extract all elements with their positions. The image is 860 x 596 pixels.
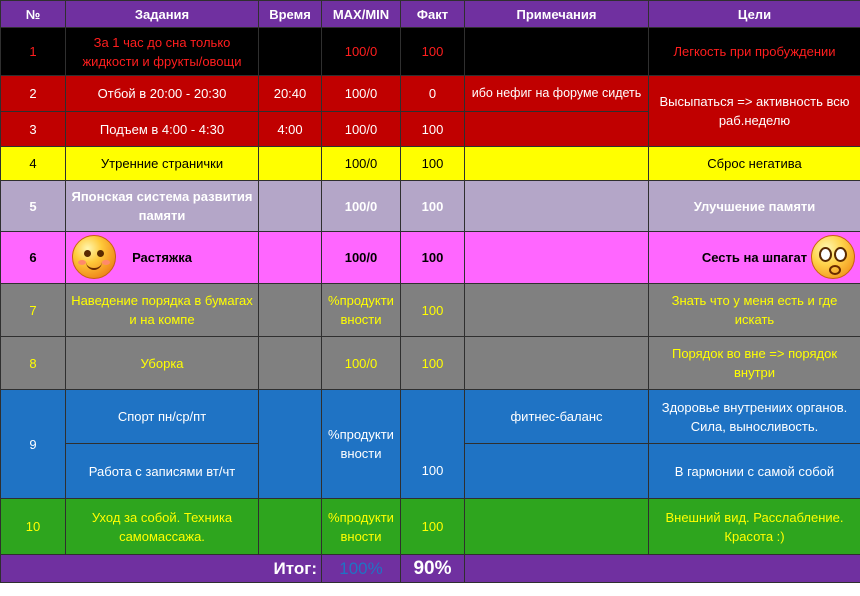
table-row-6 (1, 232, 860, 284)
cell-note[interactable] (465, 147, 649, 181)
cell-time[interactable] (259, 181, 322, 232)
cell-task[interactable]: Наведение порядка в бумагах и на компе (66, 284, 259, 337)
col-header-goals[interactable]: Цели (649, 1, 860, 28)
cell-note[interactable] (465, 181, 649, 232)
cell-fact[interactable]: 100 (401, 181, 465, 232)
cell-time[interactable] (259, 147, 322, 181)
table-row-1 (1, 28, 860, 76)
col-header-maxmin[interactable]: MAX/MIN (322, 1, 401, 28)
cell-note[interactable] (465, 444, 649, 499)
cell-task[interactable]: Работа с записями вт/чт (66, 444, 259, 499)
cell-fact[interactable]: 100 (401, 284, 465, 337)
cell-fact[interactable]: 0 (401, 76, 465, 112)
cell-goal[interactable]: Легкость при пробуждении (649, 28, 860, 76)
total-plan[interactable]: 100% (322, 555, 401, 583)
cell-task[interactable]: Отбой в 20:00 - 20:30 (66, 76, 259, 112)
cell-fact[interactable]: 100 (401, 28, 465, 76)
table-row-8 (1, 337, 860, 390)
cell-goal[interactable]: Высыпаться => активность всю раб.неделю (649, 76, 860, 147)
cell-note[interactable]: фитнес-баланс (465, 390, 649, 444)
surprised-smiley-icon (811, 235, 855, 279)
cell-maxmin[interactable]: 100/0 (322, 337, 401, 390)
cell-number[interactable]: 2 (1, 76, 66, 112)
col-header-time[interactable]: Время (259, 1, 322, 28)
cell-task[interactable] (66, 232, 259, 284)
cell-task[interactable]: Спорт пн/ср/пт (66, 390, 259, 444)
cell-goal[interactable]: Внешний вид. Расслабление. Красота :) (649, 499, 860, 555)
cell-time[interactable]: 20:40 (259, 76, 322, 112)
cell-task[interactable]: За 1 час до сна только жидкости и фрукты/овощи (66, 28, 259, 76)
cell-maxmin[interactable]: 100/0 (322, 232, 401, 284)
cell-number[interactable]: 7 (1, 284, 66, 337)
cell-maxmin[interactable]: 100/0 (322, 181, 401, 232)
cell-number[interactable]: 1 (1, 28, 66, 76)
cell-maxmin[interactable]: %продуктивности (322, 499, 401, 555)
cell-number[interactable]: 8 (1, 337, 66, 390)
header-row (1, 1, 860, 28)
cell-goal[interactable]: Сброс негатива (649, 147, 860, 181)
cell-time[interactable] (259, 499, 322, 555)
cell-maxmin[interactable]: %продуктивности (322, 390, 401, 499)
cell-note[interactable] (465, 28, 649, 76)
cell-time[interactable] (259, 284, 322, 337)
table-row-2 (1, 76, 860, 112)
cell-maxmin[interactable]: 100/0 (322, 147, 401, 181)
cell-number[interactable]: 9 (1, 390, 66, 499)
cell-fact[interactable]: 100 (401, 147, 465, 181)
table-row-5 (1, 181, 860, 232)
cell-task[interactable]: Уборка (66, 337, 259, 390)
cell-fact[interactable]: 100 (401, 499, 465, 555)
cell-number[interactable]: 3 (1, 112, 66, 147)
table-row-4 (1, 147, 860, 181)
col-header-number[interactable]: № (1, 1, 66, 28)
cell-maxmin[interactable]: 100/0 (322, 28, 401, 76)
cell-fact[interactable] (401, 390, 465, 499)
cell-note[interactable] (465, 499, 649, 555)
cell-maxmin[interactable]: %продуктивности (322, 284, 401, 337)
cell-fact-value: 100 (421, 463, 444, 478)
cell-goal[interactable]: Порядок во вне => порядок внутри (649, 337, 860, 390)
table-row-7 (1, 284, 860, 337)
cell-fact[interactable]: 100 (401, 112, 465, 147)
cell-task[interactable]: Подъем в 4:00 - 4:30 (66, 112, 259, 147)
total-fact[interactable]: 90% (401, 555, 465, 583)
cell-number[interactable]: 5 (1, 181, 66, 232)
total-label: Итог: (1, 555, 322, 583)
total-row (1, 555, 860, 583)
cell-task[interactable]: Японская система развития памяти (66, 181, 259, 232)
cell-task[interactable]: Уход за собой. Техника самомассажа. (66, 499, 259, 555)
cell-goal[interactable]: Знать что у меня есть и где искать (649, 284, 860, 337)
cell-time[interactable] (259, 390, 322, 499)
cell-goal[interactable]: Улучшение памяти (649, 181, 860, 232)
cell-number[interactable]: 6 (1, 232, 66, 284)
cell-time[interactable] (259, 337, 322, 390)
cell-fact[interactable]: 100 (401, 337, 465, 390)
cell-maxmin[interactable]: 100/0 (322, 112, 401, 147)
table-row-9 (1, 390, 860, 444)
col-header-notes[interactable]: Примечания (465, 1, 649, 28)
smiley-face-icon (72, 235, 116, 279)
cell-time[interactable] (259, 28, 322, 76)
cell-goal[interactable] (649, 232, 860, 284)
cell-time[interactable]: 4:00 (259, 112, 322, 147)
cell-maxmin[interactable]: 100/0 (322, 76, 401, 112)
col-header-tasks[interactable]: Задания (66, 1, 259, 28)
cell-number[interactable]: 4 (1, 147, 66, 181)
cell-fact[interactable]: 100 (401, 232, 465, 284)
cell-goal-label: Сесть на шпагат (701, 250, 808, 265)
total-empty (465, 555, 860, 583)
cell-note[interactable] (465, 232, 649, 284)
cell-note[interactable] (465, 284, 649, 337)
cell-note[interactable] (465, 112, 649, 147)
cell-goal[interactable]: Здоровье внутрениих органов. Сила, выносливость. (649, 390, 860, 444)
col-header-fact[interactable]: Факт (401, 1, 465, 28)
cell-task-label: Растяжка (132, 250, 192, 265)
cell-task[interactable]: Утренние странички (66, 147, 259, 181)
cell-number[interactable]: 10 (1, 499, 66, 555)
cell-note[interactable] (465, 337, 649, 390)
cell-goal[interactable]: В гармонии с самой собой (649, 444, 860, 499)
cell-note[interactable]: ибо нефиг на форуме сидеть (465, 76, 649, 112)
table-row-10 (1, 499, 860, 555)
cell-time[interactable] (259, 232, 322, 284)
